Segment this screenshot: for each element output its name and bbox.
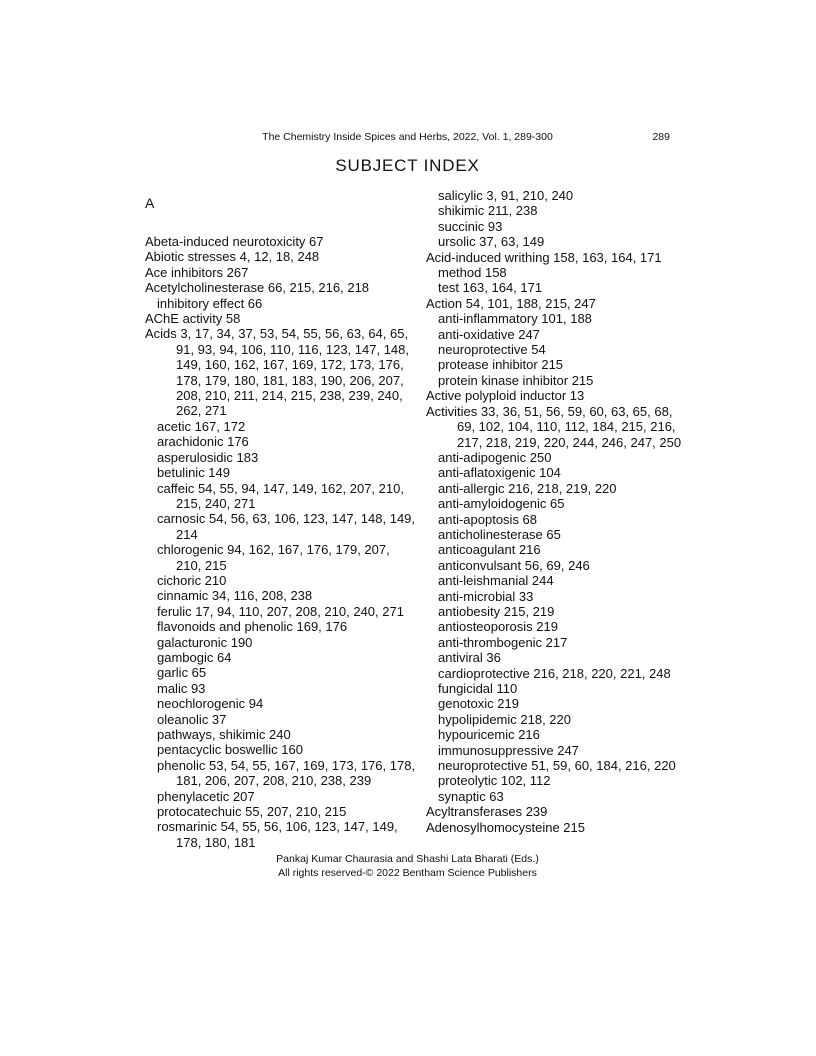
index-entry-line: protease inhibitor 215: [438, 357, 564, 373]
index-entry-line: shikimic 211, 238: [438, 203, 538, 219]
index-entry-line: pentacyclic boswellic 160: [157, 742, 303, 758]
page-header: [145, 130, 670, 146]
index-entry-line: hypouricemic 216: [438, 727, 540, 743]
index-entry-line: 181, 206, 207, 208, 210, 238, 239: [176, 773, 372, 789]
section-letter-a: A: [145, 195, 155, 211]
index-entry-line: Adenosylhomocysteine 215: [426, 819, 585, 835]
index-entry-line: Abiotic stresses 4, 12, 18, 248: [145, 249, 320, 265]
index-entry-line: immunosuppressive 247: [438, 742, 579, 758]
index-entry-line: 262, 271: [176, 403, 227, 419]
index-entry-line: inhibitory effect 66: [157, 295, 263, 311]
index-entry-line: anti-oxidative 247: [438, 326, 540, 342]
page-footer: [145, 852, 670, 880]
index-entry-line: asperulosidic 183: [157, 449, 259, 465]
index-entry-line: anti-leishmanial 244: [438, 573, 554, 589]
index-entry-line: chlorogenic 94, 162, 167, 176, 179, 207,: [157, 542, 390, 558]
index-entry-line: antiobesity 215, 219: [438, 603, 555, 619]
index-entry-line: proteolytic 102, 112: [438, 773, 551, 789]
index-entry-line: 178, 179, 180, 181, 183, 190, 206, 207,: [176, 372, 404, 388]
index-entry-line: anti-aflatoxigenic 104: [438, 465, 561, 481]
index-entry-line: phenylacetic 207: [157, 788, 255, 804]
index-entry-line: neochlorogenic 94: [157, 696, 264, 712]
index-entry-line: arachidonic 176: [157, 434, 249, 450]
index-entry-line: synaptic 63: [438, 788, 504, 804]
index-entry-line: malic 93: [157, 680, 206, 696]
index-entry-line: pathways, shikimic 240: [157, 727, 291, 742]
index-entry-line: anti-inflammatory 101, 188: [438, 311, 592, 327]
index-entry-line: garlic 65: [157, 665, 207, 681]
index-entry-line: Acid-induced writhing 158, 163, 164, 171: [426, 249, 662, 265]
index-entry-line: salicylic 3, 91, 210, 240: [438, 188, 574, 203]
index-entry-line: cichoric 210: [157, 572, 227, 588]
index-entry-line: antiviral 36: [438, 650, 501, 666]
index-entry-line: Abeta-induced neurotoxicity 67: [145, 234, 324, 249]
index-column-right: [426, 188, 682, 835]
index-entry-line: anticonvulsant 56, 69, 246: [438, 557, 590, 573]
index-entry-line: ferulic 17, 94, 110, 207, 208, 210, 240, 271: [157, 603, 404, 619]
index-entry-line: 91, 93, 94, 106, 110, 116, 123, 147, 148,: [176, 341, 409, 357]
index-entry-line: galacturonic 190: [157, 634, 253, 650]
index-entry-line: betulinic 149: [157, 465, 230, 481]
index-entry-line: anti-microbial 33: [438, 588, 534, 604]
index-entry-line: Activities 33, 36, 51, 56, 59, 60, 63, 65, 68,: [426, 403, 673, 419]
page-title: SUBJECT INDEX: [335, 156, 480, 175]
index-entry-line: anti-apoptosis 68: [438, 511, 538, 527]
page-number: 289: [652, 131, 670, 143]
index-entry-line: carnosic 54, 56, 63, 106, 123, 147, 148, 149,: [157, 511, 416, 527]
index-entry-line: gambogic 64: [157, 649, 232, 665]
index-entry-line: 217, 218, 219, 220, 244, 246, 247, 250: [457, 434, 682, 450]
index-entry-line: 69, 102, 104, 110, 112, 184, 215, 216,: [457, 419, 676, 435]
index-entry-line: antiosteoporosis 219: [438, 619, 558, 635]
index-entry-line: neuroprotective 51, 59, 60, 184, 216, 220: [438, 758, 676, 774]
index-entry-line: test 163, 164, 171: [438, 280, 543, 296]
index-entry-line: hypolipidemic 218, 220: [438, 711, 571, 727]
index-entry-line: rosmarinic 54, 55, 56, 106, 123, 147, 149,: [157, 819, 398, 835]
index-entry-line: anti-allergic 216, 218, 219, 220: [438, 480, 617, 496]
index-entry-line: protocatechuic 55, 207, 210, 215: [157, 804, 347, 820]
footer-editors: Pankaj Kumar Chaurasia and Shashi Lata Bharati (Eds.): [276, 853, 539, 865]
index-entry-line: anti-thrombogenic 217: [438, 634, 568, 650]
index-entry-line: ursolic 37, 63, 149: [438, 234, 545, 250]
footer-copyright: All rights reserved-© 2022 Bentham Science Publishers: [278, 867, 537, 879]
index-entry-line: phenolic 53, 54, 55, 167, 169, 173, 176, 178,: [157, 757, 416, 773]
index-entry-line: 215, 240, 271: [176, 495, 256, 511]
index-entry-line: Active polyploid inductor 13: [426, 388, 585, 404]
index-entry-line: oleanolic 37: [157, 711, 227, 727]
index-entry-line: 210, 215: [176, 557, 227, 573]
index-entry-line: method 158: [438, 265, 507, 281]
index-entry-line: protein kinase inhibitor 215: [438, 372, 594, 388]
index-entry-line: flavonoids and phenolic 169, 176: [157, 619, 348, 635]
index-entry-line: AChE activity 58: [145, 311, 241, 327]
index-entry-line: Action 54, 101, 188, 215, 247: [426, 295, 596, 311]
index-entry-line: anti-amyloidogenic 65: [438, 496, 565, 512]
index-entry-line: Acetylcholinesterase 66, 215, 216, 218: [145, 280, 370, 296]
index-entry-line: 208, 210, 211, 214, 215, 238, 239, 240,: [176, 388, 403, 404]
running-title: The Chemistry Inside Spices and Herbs, 2022, Vol. 1, 289-300: [262, 131, 553, 143]
index-entry-line: acetic 167, 172: [157, 418, 246, 434]
index-entry-line: cardioprotective 216, 218, 220, 221, 248: [438, 665, 671, 681]
index-entry-line: anticoagulant 216: [438, 542, 541, 558]
index-entry-line: anti-adipogenic 250: [438, 449, 552, 465]
index-entry-line: fungicidal 110: [438, 681, 518, 696]
index-entry-line: caffeic 54, 55, 94, 147, 149, 162, 207, 210,: [157, 480, 404, 496]
index-entry-line: 178, 180, 181: [176, 834, 256, 850]
index-entry-line: 149, 160, 162, 167, 169, 172, 173, 176,: [176, 357, 404, 373]
index-entry-line: Ace inhibitors 267: [145, 264, 249, 280]
index-entry-line: cinnamic 34, 116, 208, 238: [157, 588, 313, 604]
index-entry-line: Acyltransferases 239: [426, 804, 548, 820]
index-entry-line: genotoxic 219: [438, 696, 519, 712]
index-entry-line: 214: [176, 526, 198, 542]
index-column-left: [145, 234, 430, 850]
index-entry-line: anticholinesterase 65: [438, 526, 561, 542]
index-entry-line: Acids 3, 17, 34, 37, 53, 54, 55, 56, 63, 64, 65,: [145, 326, 409, 342]
index-entry-line: succinic 93: [438, 218, 503, 234]
index-entry-line: neuroprotective 54: [438, 342, 546, 358]
